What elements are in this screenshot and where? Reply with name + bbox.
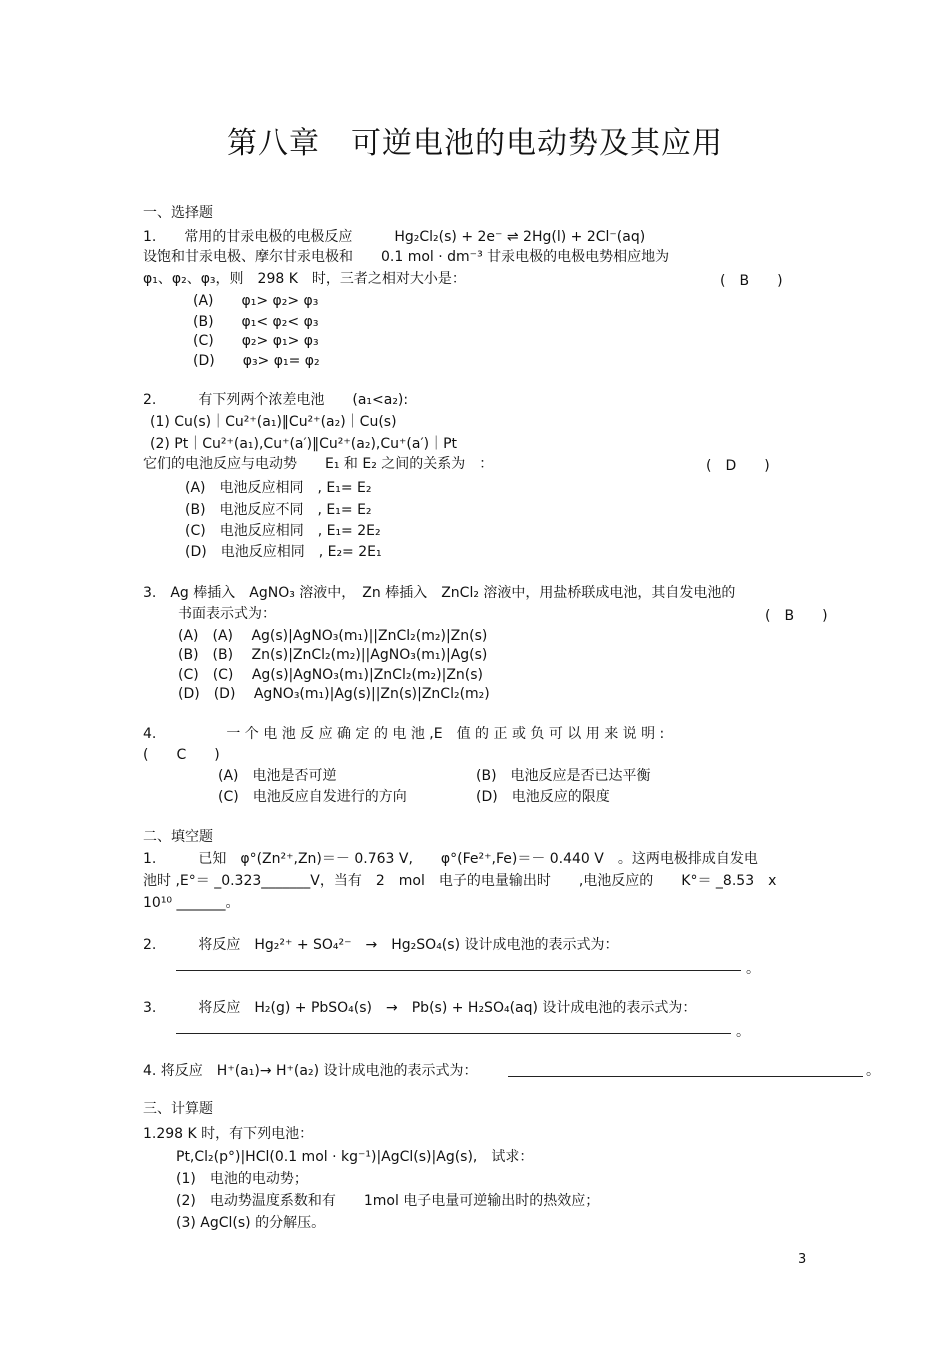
q2-line2: (1) Cu(s)｜Cu²⁺(a₁)‖Cu²⁺(a₂)｜Cu(s): [150, 414, 397, 430]
f4-line1: 4. 将反应 H⁺(a₁)→ H⁺(a₂) 设计成电池的表示式为：: [143, 1063, 478, 1079]
q1-line2: 设饱和甘汞电极、摩尔甘汞电极和 0.1 mol · dm⁻³ 甘汞电极的电极电势相应地为: [143, 249, 670, 265]
f3-line1: 3. 将反应 H₂(g) + PbSO₄(s) → Pb(s) + H₂SO₄(aq) 设计成电池的表示式为：: [143, 1000, 697, 1016]
page-number: 3: [798, 1252, 807, 1267]
c1-item-3: (3) AgCl(s) 的分解压。: [176, 1215, 326, 1231]
q2-option-b: (B) 电池反应不同 , E₁= E₂: [185, 502, 372, 518]
f1-line3: 10¹⁰ _______。: [143, 895, 240, 911]
f1-line1: 1. 已知 φ°(Zn²⁺,Zn)＝－ 0.763 V, φ°(Fe²⁺,Fe)＝－ 0.440 V 。这两电极排成自发电: [143, 851, 758, 867]
q3-answer: ( B ): [765, 608, 828, 624]
f4-end: 。: [866, 1063, 880, 1079]
q2-option-c: (C) 电池反应相同 , E₁= 2E₂: [185, 523, 381, 539]
f3-answer-blank[interactable]: [176, 1033, 731, 1034]
c1-line2: Pt,Cl₂(p°)|HCl(0.1 mol · kg⁻¹)|AgCl(s)|Ag(s), 试求：: [176, 1149, 534, 1165]
q2-line4: 它们的电池反应与电动势 E₁ 和 E₂ 之间的关系为 ：: [143, 456, 494, 472]
f2-end: 。: [746, 961, 760, 977]
chapter-title: 第八章 可逆电池的电动势及其应用: [227, 126, 723, 161]
q3-option-a: (A) (A) Ag(s)|AgNO₃(m₁)||ZnCl₂(m₂)|Zn(s): [178, 628, 488, 644]
q2-option-a: (A) 电池反应相同 , E₁= E₂: [185, 480, 372, 496]
q4-answer: ( C ): [143, 747, 220, 763]
q4-option-b: (B) 电池反应是否已达平衡: [476, 768, 651, 784]
f3-end: 。: [736, 1024, 750, 1040]
f4-answer-blank[interactable]: [508, 1076, 863, 1077]
c1-item-2: (2) 电动势温度系数和有 1mol 电子电量可逆输出时的热效应；: [176, 1193, 600, 1209]
q1-line3: φ₁、φ₂、φ₃，则 298 K 时，三者之相对大小是：: [143, 271, 466, 287]
q2-line3: (2) Pt｜Cu²⁺(a₁),Cu⁺(a′)‖Cu²⁺(a₂),Cu⁺(a′)｜Pt: [150, 436, 458, 452]
q1-option-c: (C) φ₂> φ₁> φ₃: [193, 333, 319, 349]
section-heading-choice: 一、选择题: [143, 205, 213, 221]
q1-answer: ( B ): [720, 273, 783, 289]
q4-option-a: (A) 电池是否可逆: [218, 768, 337, 784]
q4-line1: 4. 一 个 电 池 反 应 确 定 的 电 池 ,E 值 的 正 或 负 可 以 用 来 说 明 :: [143, 726, 665, 742]
q3-option-d: (D) (D) AgNO₃(m₁)|Ag(s)||Zn(s)|ZnCl₂(m₂): [178, 686, 490, 702]
q1-option-a: (A) φ₁> φ₂> φ₃: [193, 293, 319, 309]
q3-option-c: (C) (C) Ag(s)|AgNO₃(m₁)|ZnCl₂(m₂)|Zn(s): [178, 667, 484, 683]
q4-option-c: (C) 电池反应自发进行的方向: [218, 789, 407, 805]
section-heading-calc: 三、计算题: [143, 1101, 213, 1117]
q3-option-b: (B) (B) Zn(s)|ZnCl₂(m₂)||AgNO₃(m₁)|Ag(s): [178, 647, 488, 663]
f2-line1: 2. 将反应 Hg₂²⁺ + SO₄²⁻ → Hg₂SO₄(s) 设计成电池的表示式为：: [143, 937, 619, 953]
c1-line1: 1.298 K 时，有下列电池：: [143, 1126, 314, 1142]
section-heading-fill: 二、填空题: [143, 829, 213, 845]
q1-option-b: (B) φ₁< φ₂< φ₃: [193, 314, 319, 330]
q4-option-d: (D) 电池反应的限度: [476, 789, 610, 805]
q3-line2: 书面表示式为：: [178, 606, 276, 622]
q2-line1: 2. 有下列两个浓差电池 (a₁<a₂):: [143, 392, 409, 408]
c1-item-1: (1) 电池的电动势；: [176, 1171, 308, 1187]
q3-line1: 3. Ag 棒插入 AgNO₃ 溶液中， Zn 棒插入 ZnCl₂ 溶液中，用盐桥联成电池，其自发电池的: [143, 585, 736, 601]
q1-option-d: (D) φ₃> φ₁= φ₂: [193, 353, 320, 369]
q2-answer: ( D ): [706, 458, 770, 474]
q2-option-d: (D) 电池反应相同 , E₂= 2E₁: [185, 544, 382, 560]
f2-answer-blank[interactable]: [176, 970, 741, 971]
q1-line1: 1. 常用的甘汞电极的电极反应 Hg₂Cl₂(s) + 2e⁻ ⇌ 2Hg(l) + 2Cl⁻(aq): [143, 229, 646, 245]
f1-line2: 池时 ,E°＝ _0.323_______V，当有 2 mol 电子的电量输出时 ,电池反应的 K°＝ _8.53 x: [143, 873, 777, 889]
